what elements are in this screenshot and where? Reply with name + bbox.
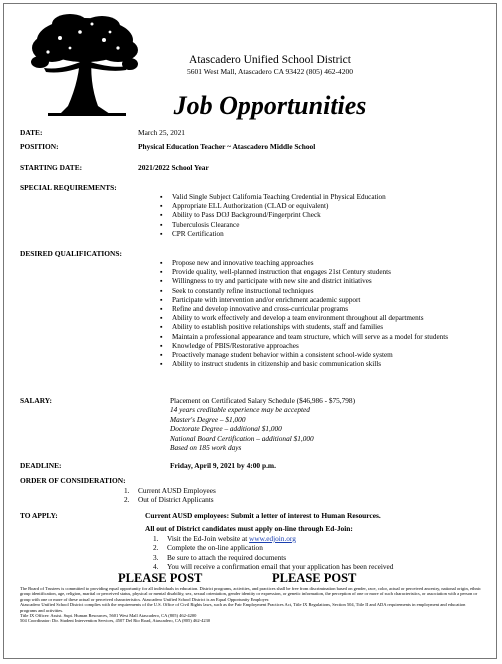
salary-line: Placement on Certificated Salary Schedule ($46,986 - $75,798) — [170, 396, 356, 405]
ed-join-steps — [153, 534, 393, 572]
item-text: Complete the on-line application — [167, 543, 263, 553]
position-value: Physical Education Teacher ~ Atascadero Middle School — [138, 142, 316, 151]
salary-line: Doctorate Degree – additional $1,000 — [170, 424, 282, 434]
salary-line: 14 years creditable experience may be accepted — [170, 405, 310, 415]
special-requirements-list — [160, 193, 480, 239]
district-address: 5601 West Mall, Atascadero CA 93422 (805) 462-4200 — [187, 67, 353, 76]
salary-line: Based on 185 work days — [170, 443, 242, 453]
out-of-district-heading: All out of District candidates must apply on-line through Ed-Join: — [145, 524, 353, 533]
date-value: March 25, 2021 — [138, 128, 186, 137]
to-apply-label: TO APPLY: — [20, 511, 58, 520]
list-item: ▪ Willingness to try and participate with new site and district initiatives — [160, 277, 480, 286]
item-text: Be sure to attach the required documents — [167, 552, 287, 562]
salary-label: SALARY: — [20, 396, 52, 405]
position-label: POSITION: — [20, 142, 59, 151]
item-number: 2. — [124, 495, 130, 505]
item-text: You will receive a confirmation email that your application has been received — [167, 562, 394, 572]
list-item: ▪ Maintain a professional appearance and team structure, which will serve as a model for students — [160, 333, 480, 342]
district-header — [150, 54, 390, 77]
footer-disclaimer — [20, 586, 482, 624]
to-apply-value: Current AUSD employees: Submit a letter of interest to Human Resources. — [145, 511, 381, 520]
edjoin-link[interactable]: www.edjoin.org — [249, 534, 296, 543]
please-post-right: PLEASE POST — [272, 571, 357, 585]
desired-qualifications-list — [160, 259, 480, 369]
item-number: 3. — [153, 552, 159, 562]
starting-date-value: 2021/2022 School Year — [138, 163, 209, 172]
list-item — [124, 486, 216, 495]
list-item: ▪ Provide quality, well-planned instruction that engages 21st Century students — [160, 268, 480, 277]
item-text: Current AUSD Employees — [138, 486, 216, 495]
district-name: Atascadero Unified School District — [189, 54, 351, 66]
list-item: ▪ Propose new and innovative teaching approaches — [160, 259, 480, 268]
item-number: 2. — [153, 543, 159, 553]
list-item: ▪ Ability to instruct students in citizenship and basic communication skills — [160, 360, 480, 369]
order-of-consideration-list — [124, 486, 216, 505]
item-text: Visit the Ed-Join website at — [167, 534, 250, 543]
list-item: ▪ Valid Single Subject California Teaching Credential in Physical Education — [160, 193, 480, 202]
please-post-left: PLEASE POST — [118, 571, 203, 585]
list-item: ▪ Participate with intervention and/or enrichment academic support — [160, 296, 480, 305]
desired-qualifications-label: DESIRED QUALIFICATIONS: — [20, 249, 122, 258]
salary-line: Master's Degree – $1,000 — [170, 414, 246, 424]
item-number: 1. — [153, 534, 159, 543]
list-item: ▪ Proactively manage student behavior within a consistent school-wide system — [160, 351, 480, 360]
list-item: ▪ Ability to establish positive relationships with students, staff and families — [160, 323, 480, 332]
footer-paragraph: The Board of Trustees is committed to providing equal opportunity for all individuals in education. District programs, activities, and practices shall be free from discrimination based on gender, race, color, actual or perceived ancestry, national origin, ethnic group identification, age, religion, marital or perceived status, physical or mental disability, sex, sexual orientation, gender identity or expression, or genetic information, the perception of one or more of such characteristics, or association with a person or group with one or more of these actual or perceived characteristics. Atascadero Unified School District is an Equal Opportunity Employer. — [20, 586, 481, 602]
item-number: 1. — [124, 486, 130, 495]
special-requirements-label: SPECIAL REQUIREMENTS: — [20, 183, 117, 192]
footer-paragraph: Title IX Officer: Assist. Supt. Human Resources, 5601 West Mall Atascadero, CA (805) 462-4200 — [20, 613, 197, 619]
list-item — [153, 553, 393, 562]
list-item: ▪ Appropriate ELL Authorization (CLAD or equivalent) — [160, 202, 480, 211]
list-item — [153, 534, 393, 543]
date-label: DATE: — [20, 128, 43, 137]
deadline-label: DEADLINE: — [20, 461, 62, 470]
item-number: 4. — [153, 562, 159, 572]
footer-paragraph: Atascadero Unified School District complies with the requirements of the U.S. Office of Civil Rights laws, such as the Fair Employment Practices Act, Title IX Regulations, Section 504, Title II and ADA requirements in employment and education programs and activities. — [20, 602, 466, 613]
list-item: ▪ Seek to constantly refine instructional techniques — [160, 287, 480, 296]
salary-line: National Board Certification – additional $1,000 — [170, 433, 314, 443]
deadline-value: Friday, April 9, 2021 by 4:00 p.m. — [170, 461, 276, 470]
list-item: ▪ Refine and develop innovative and cross-curricular programs — [160, 305, 480, 314]
oak-tree-logo-icon — [30, 10, 140, 120]
item-text: Out of District Applicants — [138, 495, 214, 505]
list-item: ▪ Tuberculosis Clearance — [160, 221, 480, 230]
page-title: Job Opportunities — [173, 91, 367, 120]
list-item: ▪ Knowledge of PBIS/Restorative approaches — [160, 342, 480, 351]
salary-block — [170, 396, 355, 452]
starting-date-label: STARTING DATE: — [20, 163, 83, 172]
list-item: ▪ Ability to Pass DOJ Background/Fingerprint Check — [160, 211, 480, 220]
list-item: ▪ CPR Certification — [160, 230, 480, 239]
list-item — [153, 543, 393, 552]
list-item — [124, 495, 216, 504]
footer-paragraph: 504 Coordinator: Dir. Student Intervention Services, 4507 Del Rio Road, Atascadero, CA (805) 462-4230 — [20, 618, 211, 624]
list-item: ▪ Ability to work effectively and develop a team environment throughout all departments — [160, 314, 480, 323]
order-of-consideration-label: ORDER OF CONSIDERATION: — [20, 476, 126, 485]
